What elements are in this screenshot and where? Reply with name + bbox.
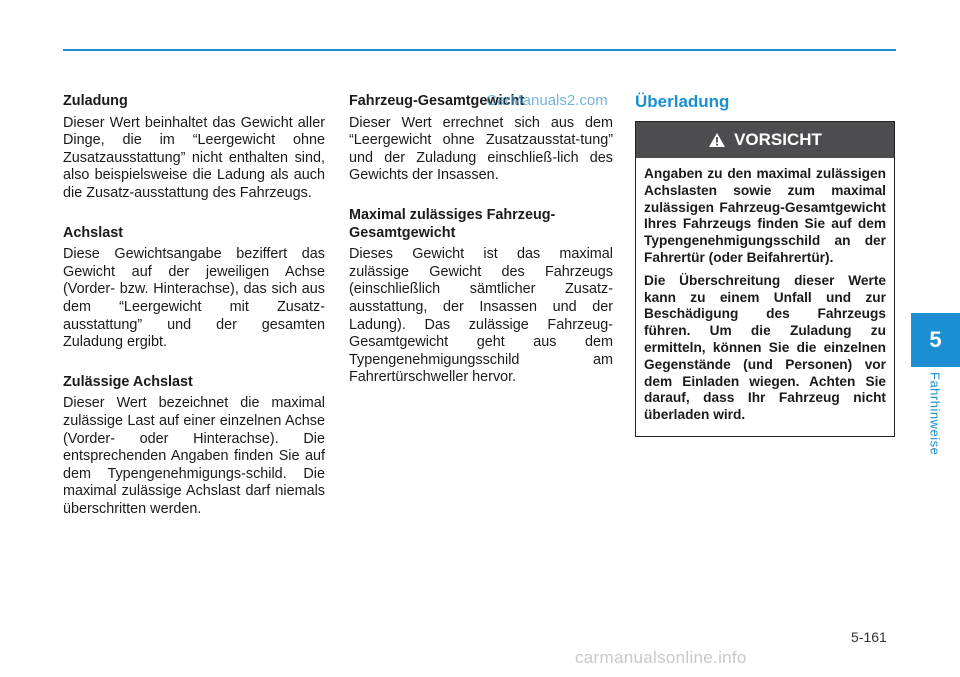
column-middle (349, 93, 613, 409)
text-zuladung: Dieser Wert beinhaltet das Gewicht aller Dinge, die im “Leergewicht ohne Zusatzausstattung” nicht enthalten sind, also beispielsweise die Ladung als auch die Zusatz-ausstattung des Fahrzeugs. (63, 114, 325, 201)
section-title-ueberladung: Überladung (635, 92, 730, 111)
caution-paragraph: Angaben zu den maximal zulässigen Achslasten sowie zum maximal zulässigen Fahrzeug-Gesamtgewicht Ihres Fahrzeugs finden Sie auf dem Typengenehmigungsschild an der Fahrertür (oder Beifahrertür). (644, 166, 886, 265)
heading-gesamtgewicht: Fahrzeug-Gesamtgewicht (349, 93, 525, 109)
heading-achslast: Achslast (63, 224, 123, 241)
text-zulaessige-achslast: Dieser Wert bezeichnet die maximal zulässige Last auf einer einzelnen Achse (Vorder- oder Hinterachse). Die entsprechenden Angaben finden Sie auf dem Typengenehmigungs-schild. Die maximal zulässige Achslast darf niemals überschritten werden. (63, 395, 325, 517)
heading-max-gesamtgewicht: Maximal zulässiges Fahrzeug-Gesamtgewicht (349, 206, 556, 241)
heading-zulaessige-achslast: Zulässige Achslast (63, 373, 193, 390)
column-right (635, 92, 895, 437)
caution-paragraph: Die Überschreitung dieser Werte kann zu einem Unfall und zur Beschädigung des Fahrzeugs führen. Um die Zuladung zu ermitteln, können Sie die einzelnen Gegenstände (und Personen) vor dem Einladen wiegen. Achten Sie darauf, dass Ihr Fahrzeug nicht überladen wird. (644, 272, 886, 423)
warning-triangle-icon (708, 132, 726, 148)
text-gesamtgewicht: Dieser Wert errechnet sich aus dem “Leergewicht ohne Zusatzausstat-tung” und der Zuladung einschließ-lich des Gewichts der Insassen. (349, 114, 613, 184)
watermark-bottom: carmanualsonline.info (575, 648, 747, 667)
column-left (63, 93, 325, 540)
top-rule (63, 49, 896, 51)
watermark-top: CarManuals2.com (486, 92, 608, 109)
page-number: 5-161 (851, 629, 887, 645)
caution-header (636, 122, 894, 158)
caution-body (636, 158, 894, 436)
chapter-tab: 5 (911, 313, 960, 367)
caution-box (635, 121, 895, 437)
heading-zuladung: Zuladung (63, 93, 128, 109)
chapter-label: Fahrhinweise (927, 372, 943, 456)
text-max-gesamtgewicht: Dieses Gewicht ist das maximal zulässige Gewicht des Fahrzeugs (einschließlich sämtlicher Zusatz-ausstattung, der Insassen und der Ladung). Das zulässige Fahrzeug-Gesamtgewicht geht aus dem Typengenehmigungsschild am Fahrertürschweller hervor. (349, 246, 613, 386)
caution-label: VORSICHT (734, 130, 822, 149)
text-achslast: Diese Gewichtsangabe beziffert das Gewicht auf der jeweiligen Achse (Vorder- bzw. Hinterachse), das sich aus dem “Leergewicht mit Zusatz-ausstattung” und der gesamten Zuladung ergibt. (63, 246, 325, 351)
